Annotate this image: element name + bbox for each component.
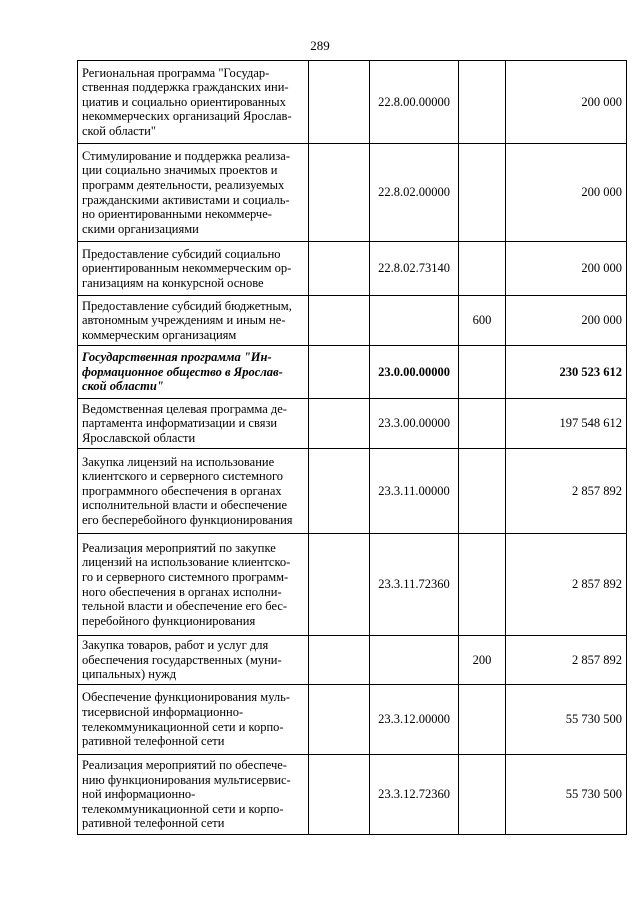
row-name-cell bbox=[78, 399, 309, 449]
table-row bbox=[78, 399, 627, 449]
row-blank-cell bbox=[309, 685, 370, 755]
table-row bbox=[78, 534, 627, 636]
row-name: Реализация мероприятий по закупке лицензий на использование клиентско- го и серверного системного программ- ного обеспечения в органах исполни- тельной власти и обеспечение его бес- перебойного функционирования bbox=[82, 540, 291, 628]
row-blank-cell bbox=[309, 399, 370, 449]
row-type bbox=[459, 449, 506, 534]
table-row bbox=[78, 755, 627, 835]
row-type bbox=[459, 346, 506, 399]
row-type: 200 bbox=[459, 636, 506, 685]
row-code bbox=[370, 636, 459, 685]
row-code: 23.3.11.72360 bbox=[370, 534, 459, 636]
row-name: Закупка товаров, работ и услуг для обеспечения государственных (муни- ципальных) нужд bbox=[82, 638, 282, 682]
row-blank-cell bbox=[309, 636, 370, 685]
row-name: Государственная программа "Ин- формационное общество в Ярослав- ской области" bbox=[82, 350, 283, 394]
row-code: 23.3.12.00000 bbox=[370, 685, 459, 755]
row-name-cell bbox=[78, 346, 309, 399]
row-code: 23.3.12.72360 bbox=[370, 755, 459, 835]
row-name: Стимулирование и поддержка реализа- ции социально значимых проектов и программ деятельности, реализуемых гражданскими активистами и социаль- но ориентированными некоммерче- скими организациями bbox=[82, 148, 290, 236]
budget-table bbox=[77, 60, 627, 835]
row-code: 22.8.02.00000 bbox=[370, 144, 459, 242]
row-code: 23.3.00.00000 bbox=[370, 399, 459, 449]
row-blank-cell bbox=[309, 449, 370, 534]
row-name: Предоставление субсидий социально ориентированным некоммерческим ор- ганизациям на конкурсной основе bbox=[82, 246, 292, 290]
table-row bbox=[78, 296, 627, 346]
row-type bbox=[459, 242, 506, 296]
table-row bbox=[78, 449, 627, 534]
row-type bbox=[459, 534, 506, 636]
row-amount: 200 000 bbox=[506, 242, 627, 296]
row-amount: 200 000 bbox=[506, 61, 627, 144]
row-name-cell bbox=[78, 296, 309, 346]
table-row bbox=[78, 144, 627, 242]
row-name: Предоставление субсидий бюджетным, автономным учреждениям и иным не- коммерческим организациям bbox=[82, 298, 292, 342]
row-name-cell bbox=[78, 534, 309, 636]
row-name-cell bbox=[78, 144, 309, 242]
row-code: 22.8.00.00000 bbox=[370, 61, 459, 144]
row-amount: 200 000 bbox=[506, 296, 627, 346]
row-amount: 2 857 892 bbox=[506, 449, 627, 534]
row-amount: 55 730 500 bbox=[506, 685, 627, 755]
row-blank-cell bbox=[309, 755, 370, 835]
row-blank-cell bbox=[309, 346, 370, 399]
row-code: 22.8.02.73140 bbox=[370, 242, 459, 296]
row-code: 23.0.00.00000 bbox=[370, 346, 459, 399]
row-name: Обеспечение функционирования муль- тисервисной информационно- телекоммуникационной сети и корпо- ративной телефонной сети bbox=[82, 690, 291, 749]
row-blank-cell bbox=[309, 144, 370, 242]
row-blank-cell bbox=[309, 242, 370, 296]
row-amount: 2 857 892 bbox=[506, 636, 627, 685]
row-name: Реализация мероприятий по обеспече- нию функционирования мультисервис- ной информационно- телекоммуникационной сети и корпо- ративной телефонной сети bbox=[82, 758, 291, 831]
row-amount: 197 548 612 bbox=[506, 399, 627, 449]
row-name: Региональная программа "Государ- ственная поддержка гражданских ини- циатив и социально ориентированных некоммерческих организаций Ярослав- ской области" bbox=[82, 65, 292, 138]
row-blank-cell bbox=[309, 534, 370, 636]
row-code bbox=[370, 296, 459, 346]
row-name: Ведомственная целевая программа де- партамента информатизации и связи Ярославской области bbox=[82, 401, 287, 445]
row-name-cell bbox=[78, 242, 309, 296]
row-name: Закупка лицензий на использование клиентского и серверного системного программного обеспечения в органах исполнительной власти и обеспечение его бесперебойного функционирования bbox=[82, 454, 293, 527]
row-amount: 230 523 612 bbox=[506, 346, 627, 399]
table-row bbox=[78, 346, 627, 399]
row-blank-cell bbox=[309, 296, 370, 346]
row-blank-cell bbox=[309, 61, 370, 144]
row-type bbox=[459, 685, 506, 755]
row-type bbox=[459, 144, 506, 242]
row-type bbox=[459, 755, 506, 835]
row-name-cell bbox=[78, 449, 309, 534]
row-name-cell bbox=[78, 61, 309, 144]
row-name-cell bbox=[78, 755, 309, 835]
row-amount: 55 730 500 bbox=[506, 755, 627, 835]
row-type bbox=[459, 61, 506, 144]
row-name-cell bbox=[78, 685, 309, 755]
page-number: 289 bbox=[310, 38, 330, 53]
row-code: 23.3.11.00000 bbox=[370, 449, 459, 534]
table-row bbox=[78, 61, 627, 144]
table-row bbox=[78, 685, 627, 755]
table-row bbox=[78, 242, 627, 296]
row-type: 600 bbox=[459, 296, 506, 346]
table-row bbox=[78, 636, 627, 685]
row-name-cell bbox=[78, 636, 309, 685]
table-body bbox=[78, 61, 627, 835]
row-amount: 200 000 bbox=[506, 144, 627, 242]
row-amount: 2 857 892 bbox=[506, 534, 627, 636]
row-type bbox=[459, 399, 506, 449]
